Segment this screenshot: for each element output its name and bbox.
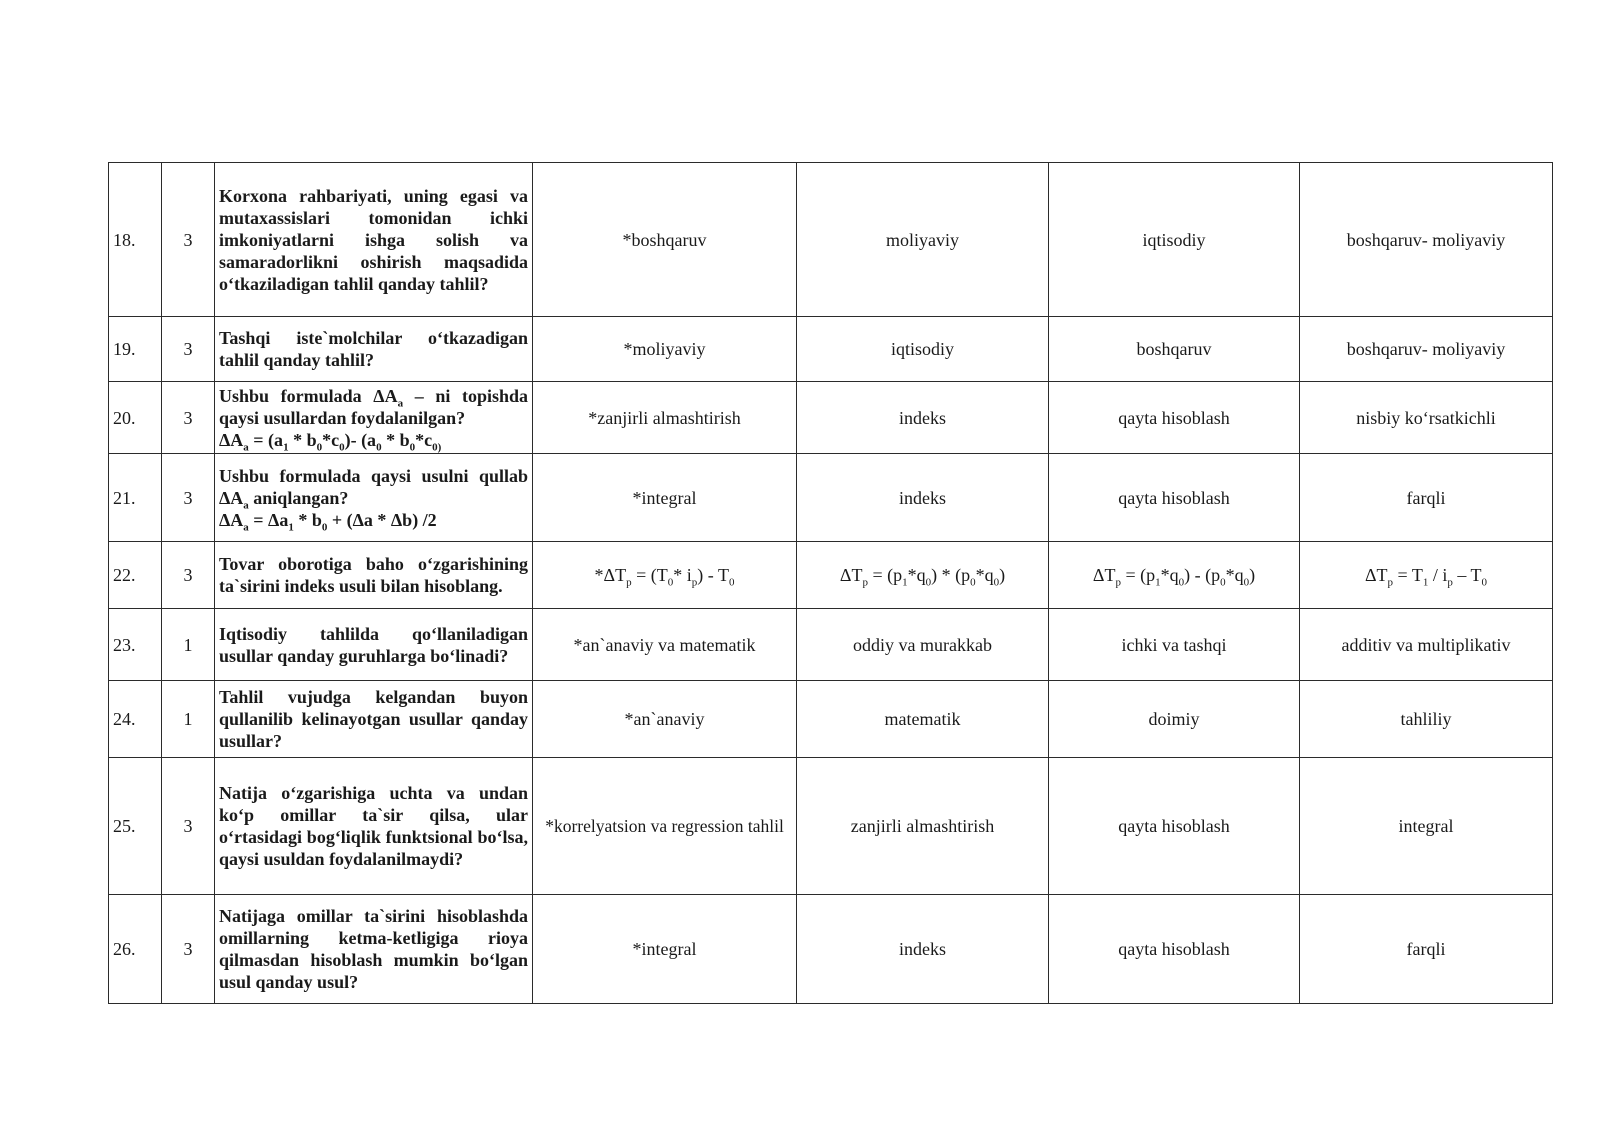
answer-option: matematik bbox=[797, 681, 1049, 758]
table-row bbox=[109, 317, 1553, 382]
row-number: 18. bbox=[109, 163, 162, 317]
correct-answer: $*\Delta T_p = (T_0*$ $i_p) - T_0$ bbox=[533, 542, 797, 609]
row-number: 21. bbox=[109, 454, 162, 542]
row-number: 19. bbox=[109, 317, 162, 382]
question-text: Tahlil vujudga kelgandan buyon qullanilib kelinayotgan usullar qanday usullar? bbox=[215, 681, 533, 758]
correct-answer: *zanjirli almashtirish bbox=[533, 382, 797, 454]
answer-option: zanjirli almashtirish bbox=[797, 758, 1049, 895]
answer-option: indeks bbox=[797, 454, 1049, 542]
correct-answer: *moliyaviy bbox=[533, 317, 797, 382]
test-questions-table bbox=[108, 162, 1553, 1004]
answer-option: qayta hisoblash bbox=[1049, 382, 1300, 454]
question-text: Iqtisodiy tahlilda qo‘llaniladigan usullar qanday guruhlarga bo‘linadi? bbox=[215, 609, 533, 681]
answer-option: $\Delta T_p = (p_1*q_0) - (p_0*q_0)$ bbox=[1049, 542, 1300, 609]
row-number: 20. bbox=[109, 382, 162, 454]
answer-option: $\Delta T_p = T_1 / i_p - T_0$ bbox=[1300, 542, 1553, 609]
row-number: 25. bbox=[109, 758, 162, 895]
answer-option: qayta hisoblash bbox=[1049, 895, 1300, 1004]
question-text: Korxona rahbariyati, uning egasi va mutaxassislari tomonidan ichki imkoniyatlarni ishga solish va samaradorlikni oshirish maqsadida o‘tkaziladigan tahlil qanday tahlil? bbox=[215, 163, 533, 317]
answer-option: boshqaruv bbox=[1049, 317, 1300, 382]
difficulty-level: 3 bbox=[162, 454, 215, 542]
answer-option: iqtisodiy bbox=[1049, 163, 1300, 317]
difficulty-level: 3 bbox=[162, 382, 215, 454]
row-number: 22. bbox=[109, 542, 162, 609]
correct-answer: *korrelyatsion va regression tahlil bbox=[533, 758, 797, 895]
answer-option: oddiy va murakkab bbox=[797, 609, 1049, 681]
correct-answer: *an`anaviy va matematik bbox=[533, 609, 797, 681]
table-row bbox=[109, 609, 1553, 681]
difficulty-level: 3 bbox=[162, 317, 215, 382]
answer-option: indeks bbox=[797, 895, 1049, 1004]
question-text: Tashqi iste`molchilar o‘tkazadigan tahlil qanday tahlil? bbox=[215, 317, 533, 382]
answer-option: moliyaviy bbox=[797, 163, 1049, 317]
answer-option: doimiy bbox=[1049, 681, 1300, 758]
table-row bbox=[109, 895, 1553, 1004]
answer-option: iqtisodiy bbox=[797, 317, 1049, 382]
formula: $\Delta A_a = (a_1 * b_0*c_0)-$ ($a_0 * b_0*c_{0)}$ bbox=[219, 429, 442, 454]
difficulty-level: 3 bbox=[162, 163, 215, 317]
answer-option: farqli bbox=[1300, 895, 1553, 1004]
answer-option: qayta hisoblash bbox=[1049, 454, 1300, 542]
difficulty-level: 3 bbox=[162, 542, 215, 609]
row-number: 24. bbox=[109, 681, 162, 758]
answer-option: qayta hisoblash bbox=[1049, 758, 1300, 895]
table-row bbox=[109, 542, 1553, 609]
row-number: 23. bbox=[109, 609, 162, 681]
table-row bbox=[109, 758, 1553, 895]
answer-option: $\Delta T_p = (p_1*q_0) * (p_0*q_0)$ bbox=[797, 542, 1049, 609]
correct-answer: *integral bbox=[533, 895, 797, 1004]
question-text: Ushbu formulada $\Delta A_a$ – ni topishda qaysi usullardan foydalanilgan? $\Delta A_a = (a_1 * b_0*c_0)-$ ($a_0 * b_0*c_{0)}$ bbox=[215, 382, 533, 454]
answer-option: additiv va multiplikativ bbox=[1300, 609, 1553, 681]
correct-answer: *integral bbox=[533, 454, 797, 542]
answer-option: ichki va tashqi bbox=[1049, 609, 1300, 681]
correct-answer: *an`anaviy bbox=[533, 681, 797, 758]
formula: $\Delta A_a = \Delta a_1 * b_0 + (\Delta a * \Delta b)$ /2 bbox=[219, 509, 437, 534]
correct-answer: *boshqaruv bbox=[533, 163, 797, 317]
answer-option: boshqaruv- moliyaviy bbox=[1300, 317, 1553, 382]
answer-option: boshqaruv- moliyaviy bbox=[1300, 163, 1553, 317]
table-row bbox=[109, 382, 1553, 454]
difficulty-level: 3 bbox=[162, 758, 215, 895]
difficulty-level: 1 bbox=[162, 681, 215, 758]
answer-option: indeks bbox=[797, 382, 1049, 454]
question-text: Natijaga omillar ta`sirini hisoblashda omillarning ketma-ketligiga rioya qilmasdan hisoblash mumkin bo‘lgan usul qanday usul? bbox=[215, 895, 533, 1004]
row-number: 26. bbox=[109, 895, 162, 1004]
answer-option: nisbiy ko‘rsatkichli bbox=[1300, 382, 1553, 454]
table-row bbox=[109, 163, 1553, 317]
question-text: Ushbu formulada qaysi usulni qullab $\Delta A_a$ aniqlangan? $\Delta A_a = \Delta a_1 * b_0 + (\Delta a * \Delta b)$ /2 bbox=[215, 454, 533, 542]
table-row bbox=[109, 681, 1553, 758]
difficulty-level: 3 bbox=[162, 895, 215, 1004]
answer-option: integral bbox=[1300, 758, 1553, 895]
answer-option: tahliliy bbox=[1300, 681, 1553, 758]
difficulty-level: 1 bbox=[162, 609, 215, 681]
question-text: Tovar oborotiga baho o‘zgarishining ta`sirini indeks usuli bilan hisoblang. bbox=[215, 542, 533, 609]
question-text: Natija o‘zgarishiga uchta va undan ko‘p omillar ta`sir qilsa, ular o‘rtasidagi bog‘liqlik funktsional bo‘lsa, qaysi usuldan foydalanilmaydi? bbox=[215, 758, 533, 895]
answer-option: farqli bbox=[1300, 454, 1553, 542]
table-row bbox=[109, 454, 1553, 542]
